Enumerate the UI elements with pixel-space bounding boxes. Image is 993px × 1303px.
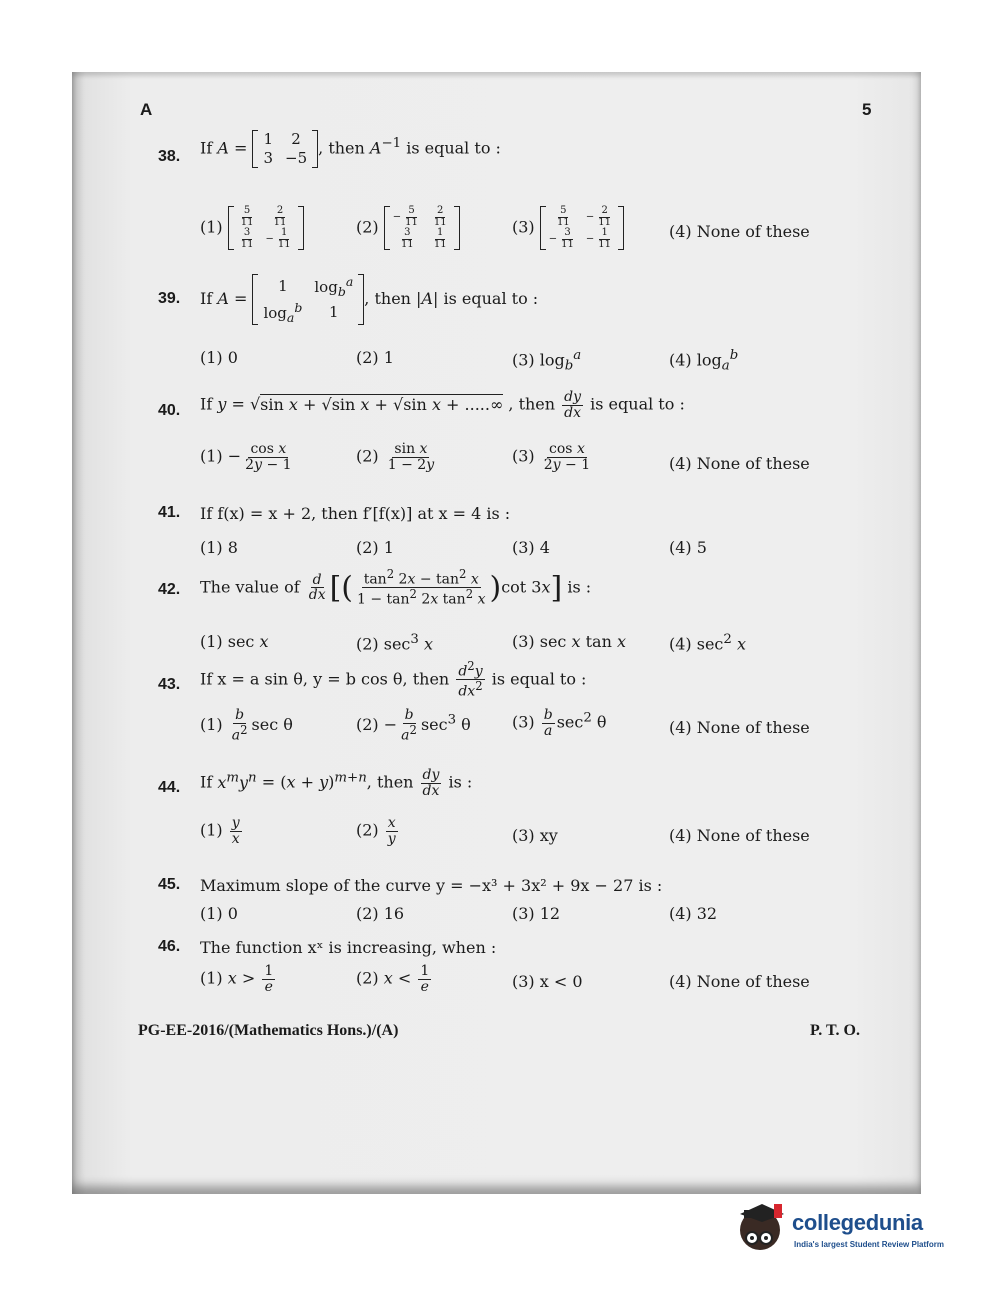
q43-option-1: (1) $\frac{b}{a^2}$ sec θ: [200, 707, 293, 744]
q43-option-3: (3) $\frac{b}{a}$ $\sec^2 \theta$: [512, 707, 607, 739]
q42-option-4: (4) $\sec^2 x$: [669, 632, 746, 654]
page-number: 5: [862, 100, 872, 119]
question-43-number: 43.: [158, 676, 181, 693]
question-41-text: If f(x) = x + 2, then f′[f(x)] at x = 4 is :: [200, 504, 511, 523]
student-mascot-icon: [734, 1200, 792, 1258]
question-42-text: The value of $\frac{d}{dx}$ [( $\frac{\tan^2 2x - \tan^2 x}{1 - \tan^2 2x \tan^2 x}$ )cot 3x] is :: [200, 567, 592, 608]
question-44-text: If $x^my^n = (x + y)^{m+n}$, then $\frac{dy}{dx}$ is :: [200, 767, 473, 799]
question-38-text: If A = 1 2 3 −5 , then $A^{-1}$ is equal to :: [200, 130, 501, 167]
q40-option-3: (3) $\frac{\text{cos x}}{2y - 1}$: [512, 441, 591, 473]
question-44-number: 44.: [158, 779, 181, 796]
q46-option-3: (3) x < 0: [512, 972, 583, 991]
q40-option-4: (4) None of these: [669, 454, 810, 473]
q42-option-2: (2) $\sec^3 x$: [356, 632, 433, 654]
q38-option-2: (2) − $\frac{5}{11}$ $\frac{2}{11}$ $\frac{3}{11}$ $\frac{1}{11}$: [356, 206, 460, 250]
question-40-number: 40.: [158, 402, 181, 419]
q44-option-1: (1) $\frac{y}{x}$: [200, 815, 240, 847]
q45-option-1: (1) 0: [200, 904, 238, 923]
q41-option-1: (1) 8: [200, 538, 238, 557]
question-40-text: If y = √sin x + √sin x + √sin x + .....∞ , then $\frac{dy}{dx}$ is equal to :: [200, 389, 685, 421]
q39-option-4: (4) $\log_a^b$: [669, 348, 739, 374]
question-46-text: The function xˣ is increasing, when :: [200, 938, 497, 957]
q39-option-2: (2) 1: [356, 348, 394, 367]
q43-option-2: (2) − $\frac{b}{a^2}$ $\sec^3 \theta$: [356, 707, 471, 744]
q40-option-1: (1) − $\frac{\text{cos x}}{2y - 1}$: [200, 441, 292, 473]
q44-option-3: (3) xy: [512, 826, 558, 845]
q41-option-3: (3) 4: [512, 538, 550, 557]
q45-option-3: (3) 12: [512, 904, 561, 923]
q44-option-2: (2) $\frac{x}{y}$: [356, 815, 396, 847]
question-38-number: 38.: [158, 148, 181, 165]
q46-option-2: (2) x < $\frac{1}{e}$: [356, 963, 430, 995]
q46-option-1: (1) x > $\frac{1}{e}$: [200, 963, 274, 995]
q38-option-3: (3) $\frac{5}{11}$ − $\frac{2}{11}$ − $\frac{3}{11}$ − $\frac{1}{11}$: [512, 206, 624, 250]
question-41-number: 41.: [158, 504, 181, 521]
q38-option-4: (4) None of these: [669, 222, 810, 241]
q46-option-4: (4) None of these: [669, 972, 810, 991]
q40-option-2: (2) $\frac{\text{sin x}}{1 - 2y}$: [356, 441, 435, 473]
q42-option-3: (3) sec x tan x: [512, 632, 626, 651]
question-43-text: If x = a sin θ, y = b cos θ, then $\frac{d^2y}{dx^2}$ is equal to :: [200, 659, 587, 700]
q39-option-1: (1) 0: [200, 348, 238, 367]
q43-option-4: (4) None of these: [669, 718, 810, 737]
q38-option-1: (1) $\frac{5}{11}$ $\frac{2}{11}$ $\frac{3}{11}$ − $\frac{1}{11}$: [200, 206, 304, 250]
q41-option-4: (4) 5: [669, 538, 707, 557]
question-45-text: Maximum slope of the curve y = −x³ + 3x² + 9x − 27 is :: [200, 876, 663, 895]
question-42-number: 42.: [158, 581, 181, 598]
collegedunia-logo: [734, 1200, 964, 1264]
set-label: A: [140, 100, 153, 119]
q41-option-2: (2) 1: [356, 538, 394, 557]
question-46-number: 46.: [158, 938, 181, 955]
pto-label: P. T. O.: [810, 1022, 860, 1039]
logo-tagline: India's largest Student Review Platform: [794, 1240, 944, 1249]
q42-option-1: (1) sec x: [200, 632, 269, 651]
question-39-text: If A = 1 $\log_b^a$ $\log_a^b$ 1 , then |A| is equal to :: [200, 274, 539, 325]
question-39-number: 39.: [158, 290, 181, 307]
logo-wordmark: collegedunia: [792, 1210, 923, 1235]
q44-option-4: (4) None of these: [669, 826, 810, 845]
q45-option-4: (4) 32: [669, 904, 718, 923]
question-45-number: 45.: [158, 876, 181, 893]
exam-page: [72, 72, 921, 1194]
q45-option-2: (2) 16: [356, 904, 405, 923]
paper-code: PG-EE-2016/(Mathematics Hons.)/(A): [138, 1022, 399, 1039]
q39-option-3: (3) $\log_b^a$: [512, 348, 582, 374]
